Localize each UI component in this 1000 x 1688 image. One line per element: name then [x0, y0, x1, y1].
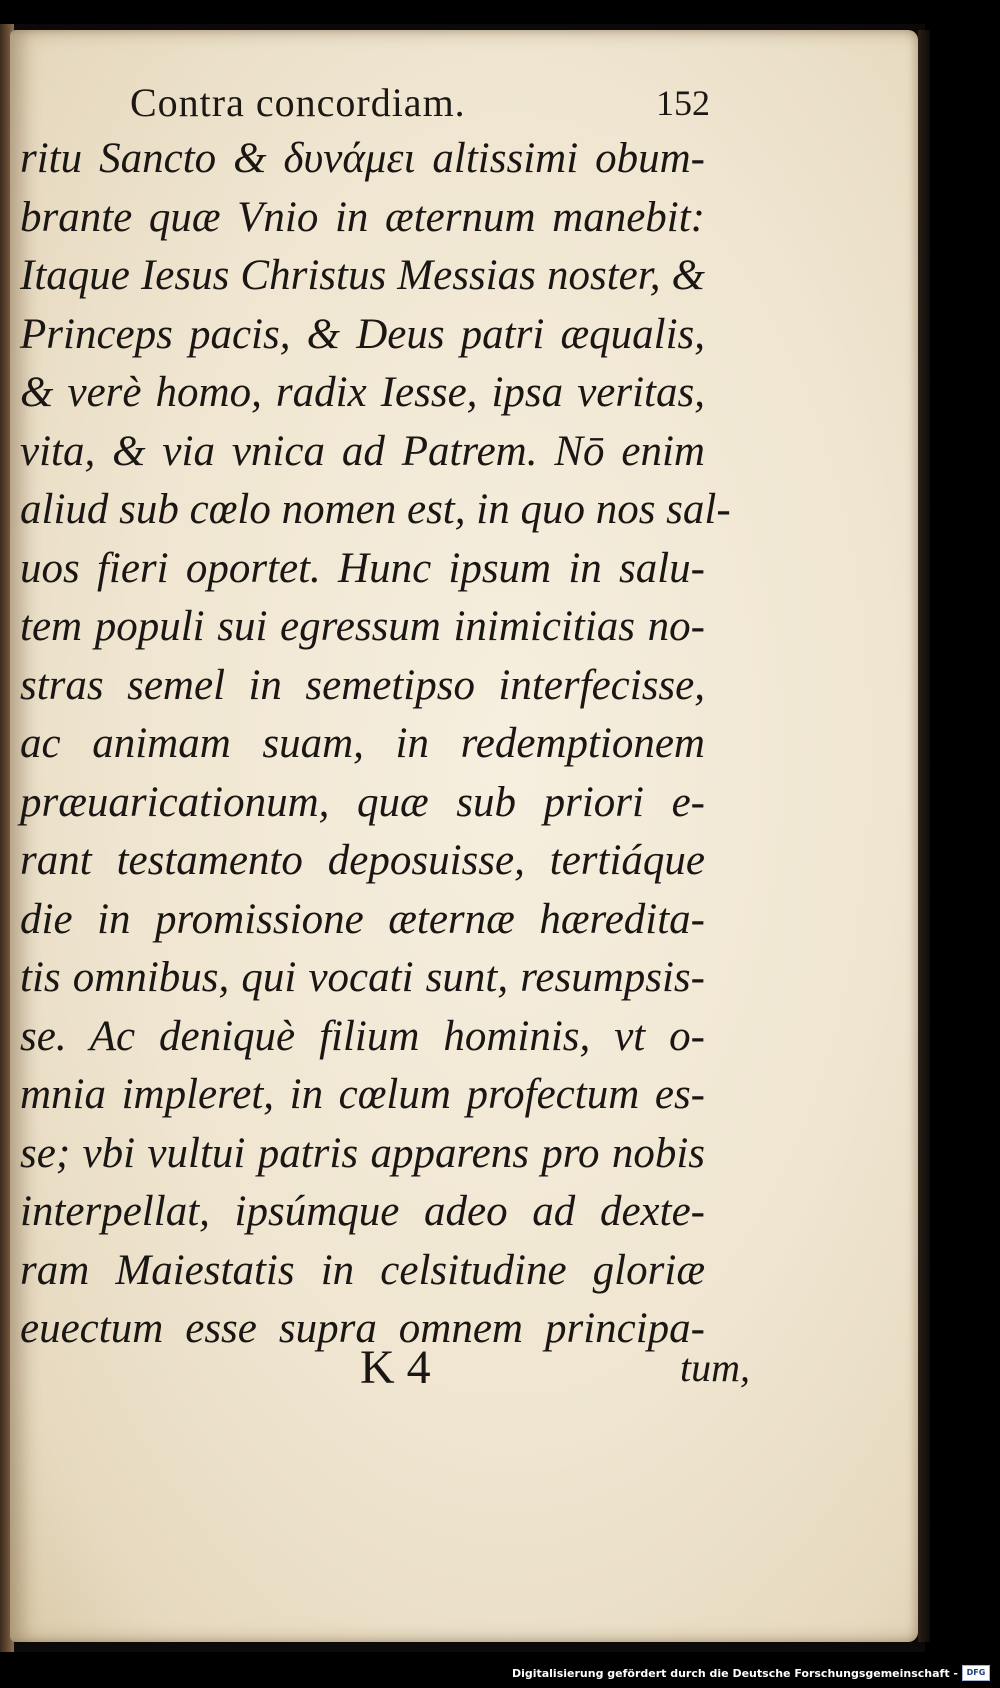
text-line: Princeps pacis, & Deus patri æqualis, [20, 310, 705, 358]
digitization-credit [512, 1664, 990, 1682]
text-line: brante quæ Vnio in æternum manebit: [20, 193, 705, 241]
text-line: Itaque Iesus Christus Messias noster, & [20, 252, 705, 299]
signature-mark: K 4 [360, 1341, 431, 1394]
text-line: se. Ac deniquè filium hominis, vt o- [20, 1012, 705, 1060]
text-line: uos fieri oportet. Hunc ipsum in salu- [20, 544, 705, 592]
credit-text: Digitalisierung gefördert durch die Deutsche Forschungsgemeinschaft - [511, 1666, 958, 1680]
page-number: 152 [656, 83, 710, 123]
text-line: ac animam suam, in redemptionem [20, 720, 705, 767]
text-line: præuaricationum, quæ sub priori e- [20, 778, 705, 826]
text-line: ram Maiestatis in celsitudine gloriæ [20, 1246, 705, 1294]
text-line: interpellat, ipsúmque adeo ad dexte- [20, 1188, 705, 1235]
text-line: tis omnibus, qui vocati sunt, resumpsis- [20, 954, 705, 1001]
text-line: se; vbi vultui patris apparens pro nobis [20, 1129, 705, 1177]
text-line: die in promissione æternæ hæredita- [20, 895, 705, 943]
dfg-logo-icon: DFG [962, 1665, 990, 1681]
running-title: Contra concordiam. [130, 80, 466, 125]
page-edge-shadow [918, 30, 930, 1642]
body-text [20, 130, 731, 1359]
text-line: ritu Sancto & δυνάμει altissimi obum- [20, 135, 705, 182]
text-line: rant testamento deposuisse, tertiáque [20, 837, 705, 884]
text-line: mnia impleret, in cœlum profectum es- [20, 1071, 705, 1118]
page-footer [360, 1338, 750, 1398]
text-line: & verè homo, radix Iesse, ipsa veritas, [20, 369, 705, 416]
text-line: stras semel in semetipso interfecisse, [20, 661, 705, 709]
page-header [130, 78, 710, 128]
text-line: tem populi sui egressum inimicitias no- [20, 603, 705, 650]
text-line: vita, & via vnica ad Patrem. Nō enim [20, 427, 705, 475]
text-line: euectum esse supra omnem principa- [20, 1305, 705, 1352]
text-line: aliud sub cœlo nomen est, in quo nos sal- [20, 486, 731, 533]
catchword: tum, [680, 1345, 750, 1390]
